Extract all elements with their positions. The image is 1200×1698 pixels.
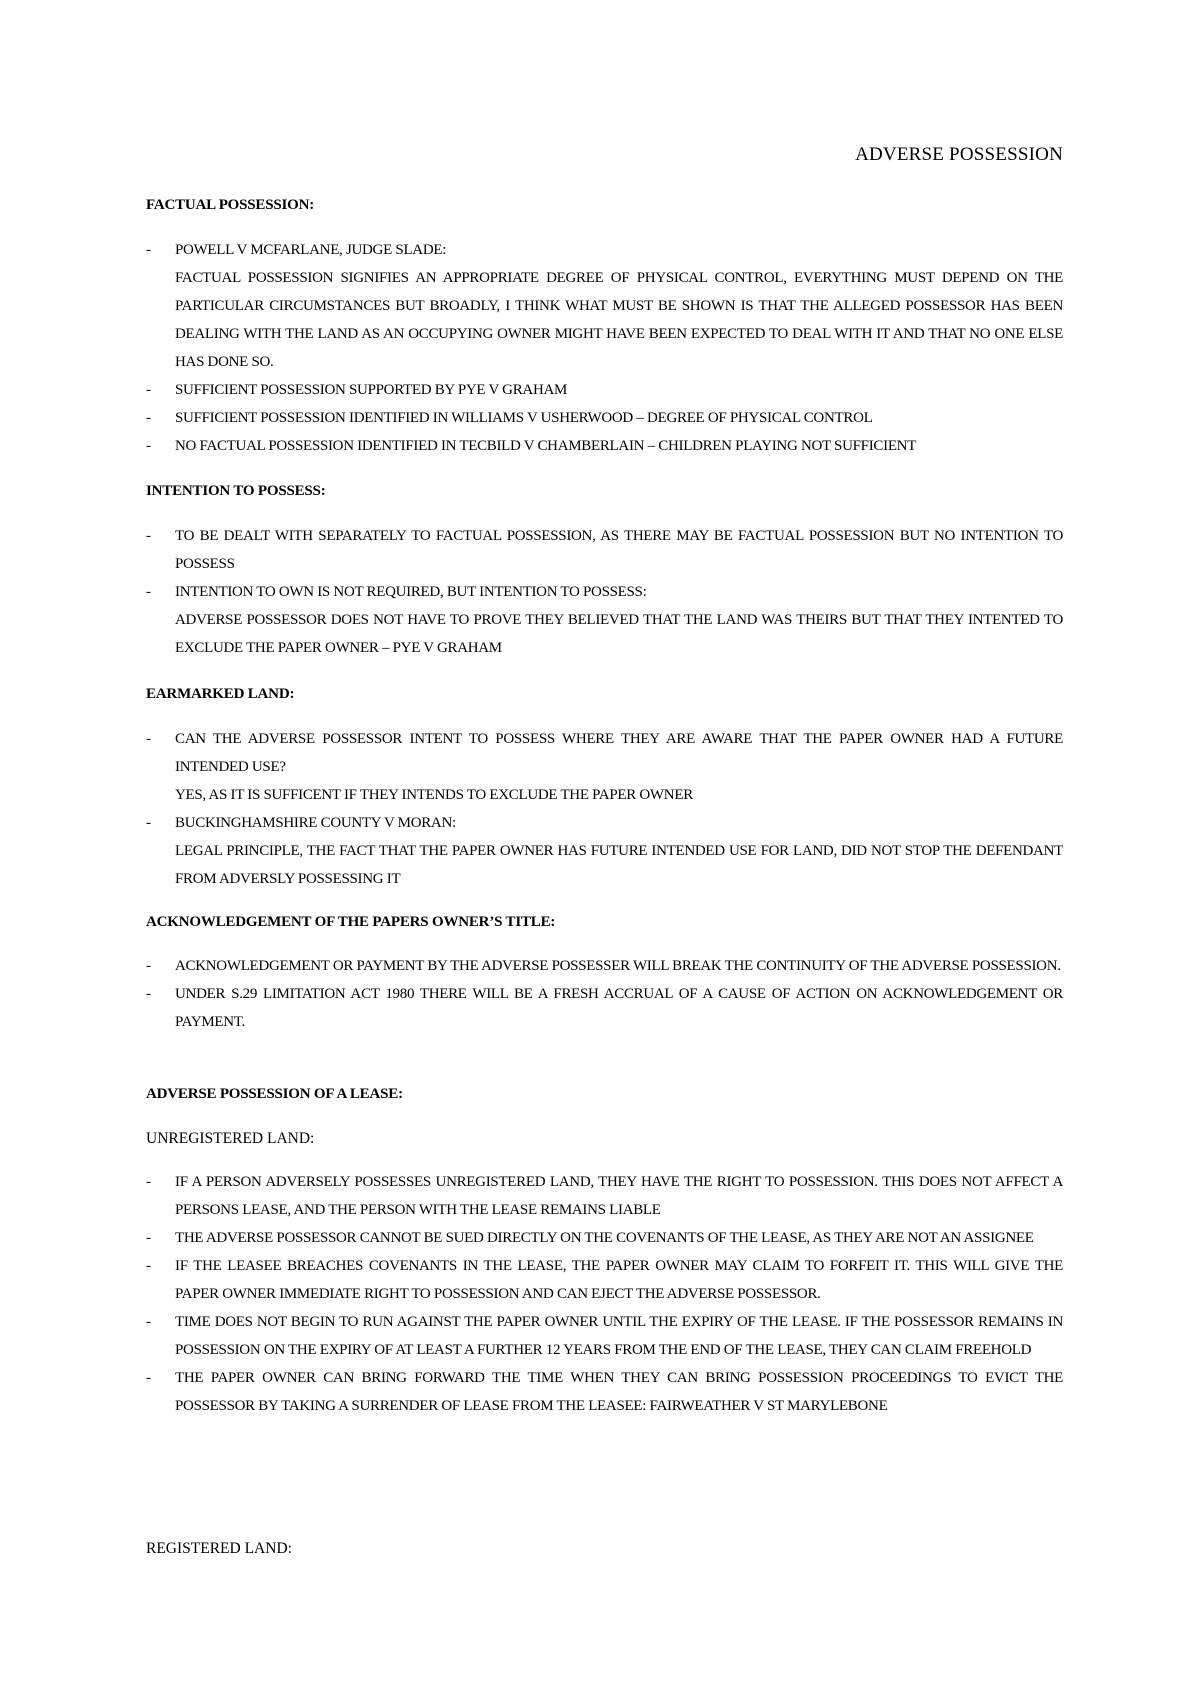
subheading-unregistered-land: UNREGISTERED LAND: (146, 1130, 315, 1147)
list-item-line: - SUFFICIENT POSSESSION SUPPORTED BY PYE V GRAHAM (175, 382, 568, 398)
list-item (146, 376, 1063, 404)
list-item (146, 980, 1063, 1036)
list-item (146, 809, 1063, 893)
list-item (146, 432, 1063, 460)
section-heading-earmarked-land: EARMARKED LAND: (146, 686, 295, 702)
list-item-line: - TIME DOES NOT BEGIN TO RUN AGAINST THE PAPER OWNER UNTIL THE EXPIRY OF THE LEASE. IF THE POSSESSOR REMAINS IN POSSESSION ON THE EXPIRY OF AT LEAST A FURTHER 12 YEARS FROM THE END OF THE LEASE, THEY CAN CLAIM FREEHOLD (175, 1314, 1063, 1358)
list-item (146, 1252, 1063, 1308)
section-heading-intention-to-possess: INTENTION TO POSSESS: (146, 483, 326, 499)
list-item-line: - NO FACTUAL POSSESSION IDENTIFIED IN TECBILD V CHAMBERLAIN – CHILDREN PLAYING NOT SUFFICIENT (175, 438, 917, 454)
list-item (146, 236, 1063, 376)
list-item-line: - POWELL V MCFARLANE, JUDGE SLADE: (175, 242, 447, 258)
list-item-line: - SUFFICIENT POSSESSION IDENTIFIED IN WILLIAMS V USHERWOOD – DEGREE OF PHYSICAL CONTROL (175, 410, 873, 426)
list-item (146, 578, 1063, 662)
section-heading-acknowledgement: ACKNOWLEDGEMENT OF THE PAPERS OWNER’S TITLE: (146, 914, 556, 930)
intention-to-possess-list (146, 522, 1063, 662)
subheading-registered-land: REGISTERED LAND: (146, 1540, 292, 1557)
list-item (146, 404, 1063, 432)
list-item-line: - CAN THE ADVERSE POSSESSOR INTENT TO POSSESS WHERE THEY ARE AWARE THAT THE PAPER OWNER HAD A FUTURE INTENDED USE? (175, 731, 1063, 775)
list-item-line: - IF A PERSON ADVERSELY POSSESSES UNREGISTERED LAND, THEY HAVE THE RIGHT TO POSSESSION. THIS DOES NOT AFFECT A PERSONS LEASE, AND THE PERSON WITH THE LEASE REMAINS LIABLE (175, 1174, 1063, 1218)
section-heading-factual-possession: FACTUAL POSSESSION: (146, 197, 315, 213)
list-item-line: - INTENTION TO OWN IS NOT REQUIRED, BUT INTENTION TO POSSESS: (175, 584, 647, 600)
list-item (146, 1364, 1063, 1420)
acknowledgement-list (146, 952, 1063, 1036)
earmarked-land-list (146, 725, 1063, 893)
document-title: ADVERSE POSSESSION (855, 144, 1063, 165)
list-item (146, 1168, 1063, 1224)
list-item-line: - UNDER S.29 LIMITATION ACT 1980 THERE WILL BE A FRESH ACCRUAL OF A CAUSE OF ACTION ON ACKNOWLEDGEMENT OR PAYMENT. (175, 986, 1063, 1030)
list-item-line: FACTUAL POSSESSION SIGNIFIES AN APPROPRIATE DEGREE OF PHYSICAL CONTROL, EVERYTHING MUST DEPEND ON THE PARTICULAR CIRCUMSTANCES BUT BROADLY, I THINK WHAT MUST BE SHOWN IS THAT THE ALLEGED POSSESSOR HAS BEEN DEALING WITH THE LAND AS AN OCCUPYING OWNER MIGHT HAVE BEEN EXPECTED TO DEAL WITH IT AND THAT NO ONE ELSE HAS DONE SO. (175, 270, 1063, 370)
list-item (146, 725, 1063, 809)
list-item (146, 952, 1063, 980)
list-item-line: - BUCKINGHAMSHIRE COUNTY V MORAN: (175, 815, 456, 831)
list-item-line: - THE PAPER OWNER CAN BRING FORWARD THE TIME WHEN THEY CAN BRING POSSESSION PROCEEDINGS TO EVICT THE POSSESSOR BY TAKING A SURRENDER OF LEASE FROM THE LEASEE: FAIRWEATHER V ST MARYLEBONE (175, 1370, 1063, 1414)
list-item-line: ADVERSE POSSESSOR DOES NOT HAVE TO PROVE THEY BELIEVED THAT THE LAND WAS THEIRS BUT THAT THEY INTENTED TO EXCLUDE THE PAPER OWNER – PYE V GRAHAM (175, 612, 1063, 656)
list-item (146, 1224, 1063, 1252)
list-item-line: - TO BE DEALT WITH SEPARATELY TO FACTUAL POSSESSION, AS THERE MAY BE FACTUAL POSSESSION BUT NO INTENTION TO POSSESS (175, 528, 1063, 572)
list-item-line: LEGAL PRINCIPLE, THE FACT THAT THE PAPER OWNER HAS FUTURE INTENDED USE FOR LAND, DID NOT STOP THE DEFENDANT FROM ADVERSLY POSSESSING IT (175, 843, 1063, 887)
list-item (146, 1308, 1063, 1364)
list-item (146, 522, 1063, 578)
factual-possession-list (146, 236, 1063, 460)
section-heading-lease: ADVERSE POSSESSION OF A LEASE: (146, 1086, 403, 1102)
list-item-line: - IF THE LEASEE BREACHES COVENANTS IN THE LEASE, THE PAPER OWNER MAY CLAIM TO FORFEIT IT. THIS WILL GIVE THE PAPER OWNER IMMEDIATE RIGHT TO POSSESSION AND CAN EJECT THE ADVERSE POSSESSOR. (175, 1258, 1063, 1302)
list-item-line: YES, AS IT IS SUFFICENT IF THEY INTENDS TO EXCLUDE THE PAPER OWNER (175, 787, 693, 803)
lease-unregistered-list (146, 1168, 1063, 1420)
list-item-line: - ACKNOWLEDGEMENT OR PAYMENT BY THE ADVERSE POSSESSER WILL BREAK THE CONTINUITY OF THE ADVERSE POSSESSION. (175, 958, 1061, 974)
list-item-line: - THE ADVERSE POSSESSOR CANNOT BE SUED DIRECTLY ON THE COVENANTS OF THE LEASE, AS THEY ARE NOT AN ASSIGNEE (175, 1230, 1034, 1246)
